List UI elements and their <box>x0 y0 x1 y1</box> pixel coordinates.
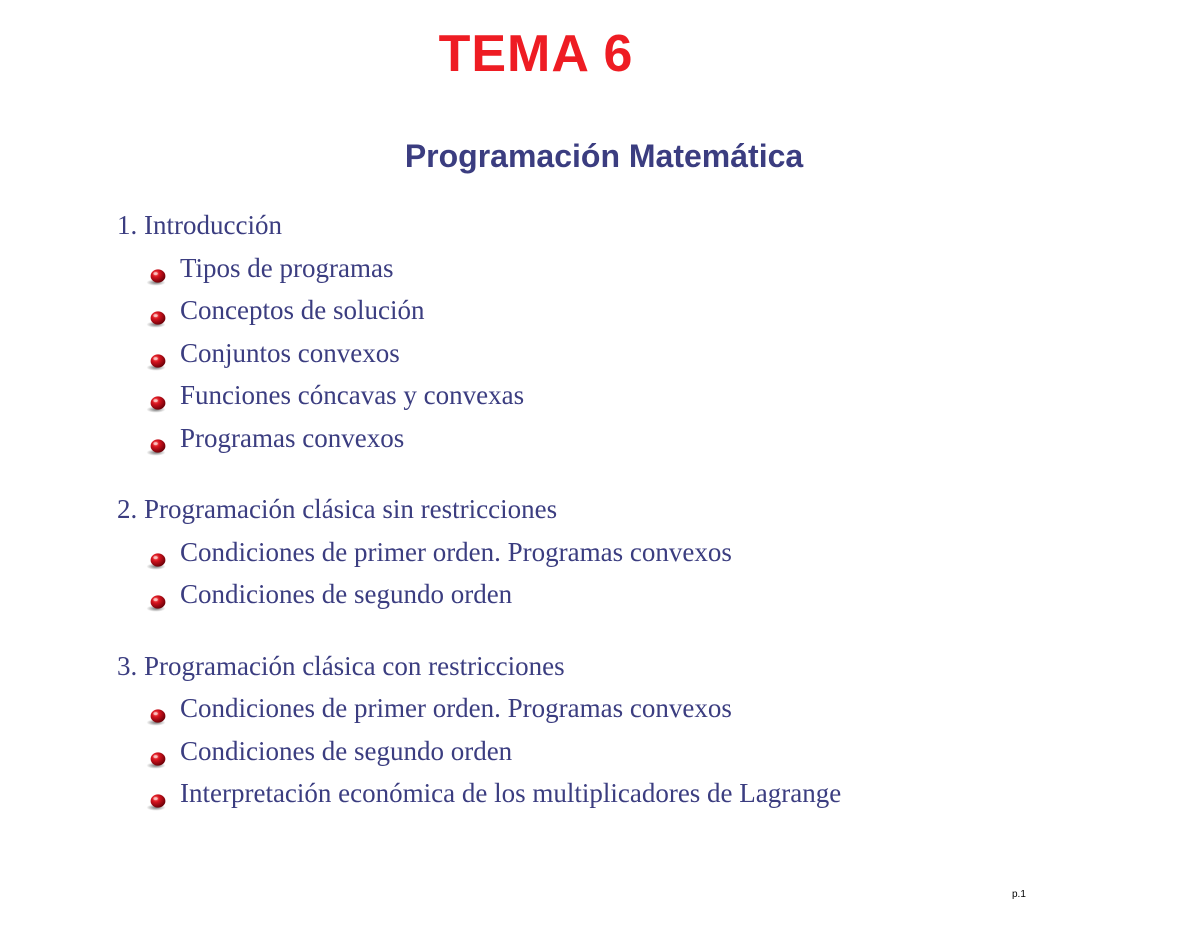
list-item-label: Interpretación económica de los multiplicadores de Lagrange <box>180 778 842 808</box>
red-sphere-bullet-icon <box>146 783 168 805</box>
toc-section <box>117 645 1117 815</box>
list-item-label: Condiciones de primer orden. Programas convexos <box>180 536 732 567</box>
list-item-label: Condiciones de segundo orden <box>180 579 513 609</box>
list-item <box>117 247 1117 290</box>
list-item <box>117 374 1117 417</box>
slide-subtitle: Programación Matemática <box>404 138 804 174</box>
red-sphere-bullet-icon <box>146 343 168 365</box>
list-item-label: Condiciones de segundo orden <box>180 735 513 766</box>
list-item <box>117 730 1117 773</box>
table-of-contents <box>117 204 1117 815</box>
section-title: 2. Programación clásica sin restricciones <box>117 494 558 524</box>
list-item <box>117 289 1117 332</box>
list-item <box>117 772 1117 815</box>
section-title: 1. Introducción <box>117 210 282 240</box>
red-sphere-bullet-icon <box>146 698 168 720</box>
red-sphere-bullet-icon <box>146 741 168 763</box>
section-items <box>117 531 1117 616</box>
list-item <box>117 573 1117 616</box>
list-item <box>117 332 1117 375</box>
toc-section <box>117 204 1117 459</box>
list-item <box>117 687 1117 730</box>
section-title: 3. Programación clásica con restricciones <box>117 650 565 681</box>
list-item-label: Tipos de programas <box>180 252 394 283</box>
list-item-label: Condiciones de primer orden. Programas convexos <box>180 693 732 723</box>
section-items <box>117 247 1117 460</box>
page-number: p.1 <box>1012 889 1026 900</box>
list-item-label: Conceptos de solución <box>180 295 425 325</box>
list-item <box>117 531 1117 574</box>
list-item <box>117 417 1117 460</box>
tema-heading: TEMA 6 <box>438 25 634 83</box>
red-sphere-bullet-icon <box>146 300 168 322</box>
section-items <box>117 687 1117 815</box>
list-item-label: Funciones cóncavas y convexas <box>180 380 525 410</box>
red-sphere-bullet-icon <box>146 584 168 606</box>
red-sphere-bullet-icon <box>146 258 168 280</box>
toc-section <box>117 488 1117 616</box>
red-sphere-bullet-icon <box>146 542 168 564</box>
red-sphere-bullet-icon <box>146 385 168 407</box>
red-sphere-bullet-icon <box>146 428 168 450</box>
list-item-label: Programas convexos <box>180 422 405 453</box>
list-item-label: Conjuntos convexos <box>180 337 400 368</box>
